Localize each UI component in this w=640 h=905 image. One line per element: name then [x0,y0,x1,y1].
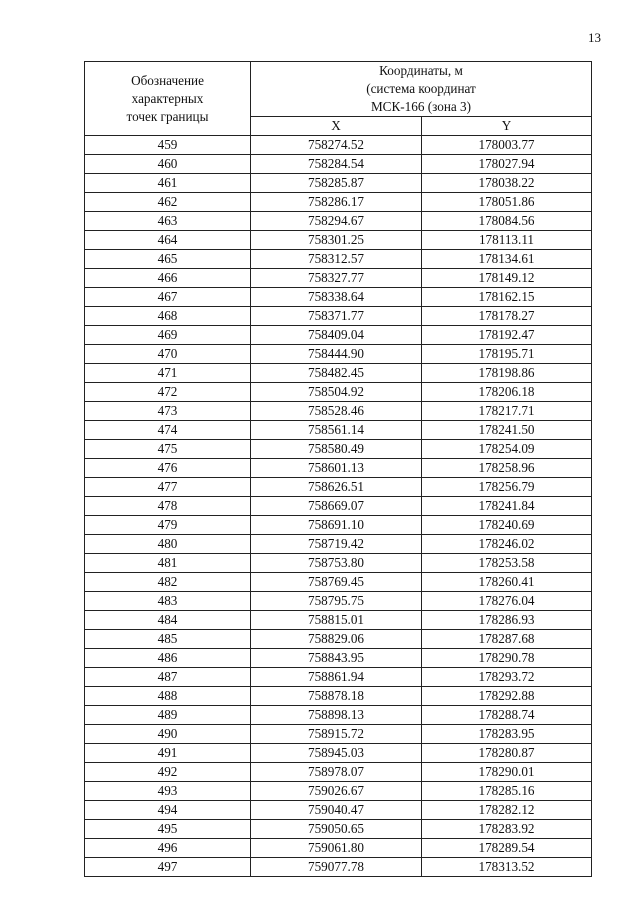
point-id-cell: 490 [85,725,251,744]
x-coordinate-cell: 758286.17 [251,193,422,212]
y-coordinate-cell: 178258.96 [422,459,592,478]
coords-header-line-2: (система координат [366,81,476,96]
y-coordinate-cell: 178217.71 [422,402,592,421]
y-coordinate-cell: 178113.11 [422,231,592,250]
y-coordinate-cell: 178240.69 [422,516,592,535]
x-coordinate-cell: 758294.67 [251,212,422,231]
y-column-header: Y [422,117,592,136]
y-coordinate-cell: 178293.72 [422,668,592,687]
x-coordinate-cell: 758580.49 [251,440,422,459]
point-id-cell: 495 [85,820,251,839]
table-body [85,136,592,877]
point-id-cell: 467 [85,288,251,307]
point-id-cell: 491 [85,744,251,763]
table-row [85,535,592,554]
point-id-cell: 474 [85,421,251,440]
page-number: 13 [588,30,601,45]
table-row [85,250,592,269]
point-id-cell: 492 [85,763,251,782]
table-row [85,364,592,383]
x-coordinate-cell: 758301.25 [251,231,422,250]
x-coordinate-cell: 758815.01 [251,611,422,630]
point-id-cell: 461 [85,174,251,193]
point-id-cell: 478 [85,497,251,516]
table-row [85,155,592,174]
x-coordinate-cell: 759077.78 [251,858,422,877]
table-row [85,554,592,573]
x-coordinate-cell: 758898.13 [251,706,422,725]
table-row [85,516,592,535]
x-coordinate-cell: 758327.77 [251,269,422,288]
table-row [85,668,592,687]
table-row [85,611,592,630]
point-id-cell: 465 [85,250,251,269]
point-id-cell: 494 [85,801,251,820]
x-coordinate-cell: 759040.47 [251,801,422,820]
point-id-cell: 488 [85,687,251,706]
y-coordinate-cell: 178192.47 [422,326,592,345]
x-coordinate-cell: 758626.51 [251,478,422,497]
table-row [85,402,592,421]
point-id-cell: 469 [85,326,251,345]
coordinates-table [84,61,592,877]
table-row [85,478,592,497]
table-row [85,573,592,592]
coords-header-line-1: Координаты, м [379,63,463,78]
point-id-cell: 487 [85,668,251,687]
table-row [85,383,592,402]
y-coordinate-cell: 178289.54 [422,839,592,858]
table-row [85,839,592,858]
x-coordinate-cell: 758482.45 [251,364,422,383]
y-coordinate-cell: 178198.86 [422,364,592,383]
table-row [85,193,592,212]
y-coordinate-cell: 178038.22 [422,174,592,193]
point-id-cell: 493 [85,782,251,801]
table-row [85,345,592,364]
point-id-cell: 482 [85,573,251,592]
table-row [85,820,592,839]
y-coordinate-cell: 178287.68 [422,630,592,649]
point-id-cell: 481 [85,554,251,573]
coords-header-line-3: МСК-166 (зона 3) [370,99,472,114]
point-id-cell: 484 [85,611,251,630]
y-coordinate-cell: 178206.18 [422,383,592,402]
y-coordinate-cell: 178051.86 [422,193,592,212]
x-coordinate-cell: 758753.80 [251,554,422,573]
x-coordinate-cell: 758915.72 [251,725,422,744]
table-row [85,630,592,649]
y-coordinate-cell: 178241.84 [422,497,592,516]
table-row [85,497,592,516]
y-coordinate-cell: 178280.87 [422,744,592,763]
point-id-cell: 470 [85,345,251,364]
point-header-line-3: точек границы [126,108,209,124]
table-row [85,801,592,820]
point-id-cell: 463 [85,212,251,231]
y-coordinate-cell: 178027.94 [422,155,592,174]
table-row [85,212,592,231]
x-coordinate-cell: 758409.04 [251,326,422,345]
y-coordinate-cell: 178084.56 [422,212,592,231]
table-row [85,307,592,326]
y-coordinate-cell: 178285.16 [422,782,592,801]
table-row [85,136,592,155]
table-row [85,649,592,668]
point-header-line-1: Обозначение [131,72,204,88]
table-row [85,687,592,706]
y-coordinate-cell: 178149.12 [422,269,592,288]
point-id-cell: 464 [85,231,251,250]
point-id-cell: 486 [85,649,251,668]
table-row [85,326,592,345]
point-id-cell: 466 [85,269,251,288]
point-id-cell: 459 [85,136,251,155]
x-coordinate-cell: 758528.46 [251,402,422,421]
point-id-cell: 468 [85,307,251,326]
x-coordinate-cell: 758504.92 [251,383,422,402]
x-coordinate-cell: 758601.13 [251,459,422,478]
point-id-cell: 496 [85,839,251,858]
point-id-cell: 489 [85,706,251,725]
point-id-cell: 476 [85,459,251,478]
x-coordinate-cell: 758274.52 [251,136,422,155]
y-coordinate-cell: 178195.71 [422,345,592,364]
point-id-cell: 483 [85,592,251,611]
y-coordinate-cell: 178313.52 [422,858,592,877]
point-id-cell: 497 [85,858,251,877]
table-row [85,421,592,440]
x-coordinate-cell: 758338.64 [251,288,422,307]
x-coordinate-cell: 758978.07 [251,763,422,782]
table-row [85,174,592,193]
x-column-header: X [251,117,422,136]
x-coordinate-cell: 758371.77 [251,307,422,326]
table-row [85,782,592,801]
point-id-cell: 462 [85,193,251,212]
y-coordinate-cell: 178256.79 [422,478,592,497]
point-id-cell: 485 [85,630,251,649]
table-row [85,440,592,459]
point-id-cell: 479 [85,516,251,535]
x-coordinate-cell: 758719.42 [251,535,422,554]
table-row [85,269,592,288]
y-coordinate-cell: 178292.88 [422,687,592,706]
x-coordinate-cell: 758861.94 [251,668,422,687]
y-coordinate-cell: 178162.15 [422,288,592,307]
y-coordinate-cell: 178276.04 [422,592,592,611]
y-coordinate-cell: 178246.02 [422,535,592,554]
x-coordinate-cell: 759061.80 [251,839,422,858]
table-row [85,231,592,250]
table-row [85,706,592,725]
table-row [85,288,592,307]
x-coordinate-cell: 758878.18 [251,687,422,706]
x-coordinate-cell: 758669.07 [251,497,422,516]
point-id-cell: 472 [85,383,251,402]
y-coordinate-cell: 178288.74 [422,706,592,725]
point-id-cell: 471 [85,364,251,383]
y-coordinate-cell: 178253.58 [422,554,592,573]
y-coordinate-cell: 178283.95 [422,725,592,744]
y-coordinate-cell: 178286.93 [422,611,592,630]
table-row [85,858,592,877]
point-id-cell: 477 [85,478,251,497]
point-id-cell: 460 [85,155,251,174]
x-coordinate-cell: 758312.57 [251,250,422,269]
x-coordinate-cell: 759026.67 [251,782,422,801]
table-row [85,459,592,478]
x-coordinate-cell: 758769.45 [251,573,422,592]
x-coordinate-cell: 758795.75 [251,592,422,611]
x-coordinate-cell: 758843.95 [251,649,422,668]
y-coordinate-cell: 178003.77 [422,136,592,155]
table-row [85,592,592,611]
x-coordinate-cell: 758444.90 [251,345,422,364]
y-coordinate-cell: 178290.78 [422,649,592,668]
y-coordinate-cell: 178178.27 [422,307,592,326]
point-id-cell: 475 [85,440,251,459]
coordinates-header [251,62,592,117]
y-coordinate-cell: 178254.09 [422,440,592,459]
point-header-line-2: характерных [131,90,204,106]
point-designation-header [85,62,251,136]
x-coordinate-cell: 759050.65 [251,820,422,839]
x-coordinate-cell: 758284.54 [251,155,422,174]
table-row [85,725,592,744]
y-coordinate-cell: 178241.50 [422,421,592,440]
point-id-cell: 480 [85,535,251,554]
x-coordinate-cell: 758829.06 [251,630,422,649]
y-coordinate-cell: 178134.61 [422,250,592,269]
x-coordinate-cell: 758945.03 [251,744,422,763]
table-row [85,744,592,763]
x-coordinate-cell: 758561.14 [251,421,422,440]
y-coordinate-cell: 178290.01 [422,763,592,782]
y-coordinate-cell: 178260.41 [422,573,592,592]
x-coordinate-cell: 758285.87 [251,174,422,193]
point-id-cell: 473 [85,402,251,421]
y-coordinate-cell: 178283.92 [422,820,592,839]
table-row [85,763,592,782]
y-coordinate-cell: 178282.12 [422,801,592,820]
x-coordinate-cell: 758691.10 [251,516,422,535]
